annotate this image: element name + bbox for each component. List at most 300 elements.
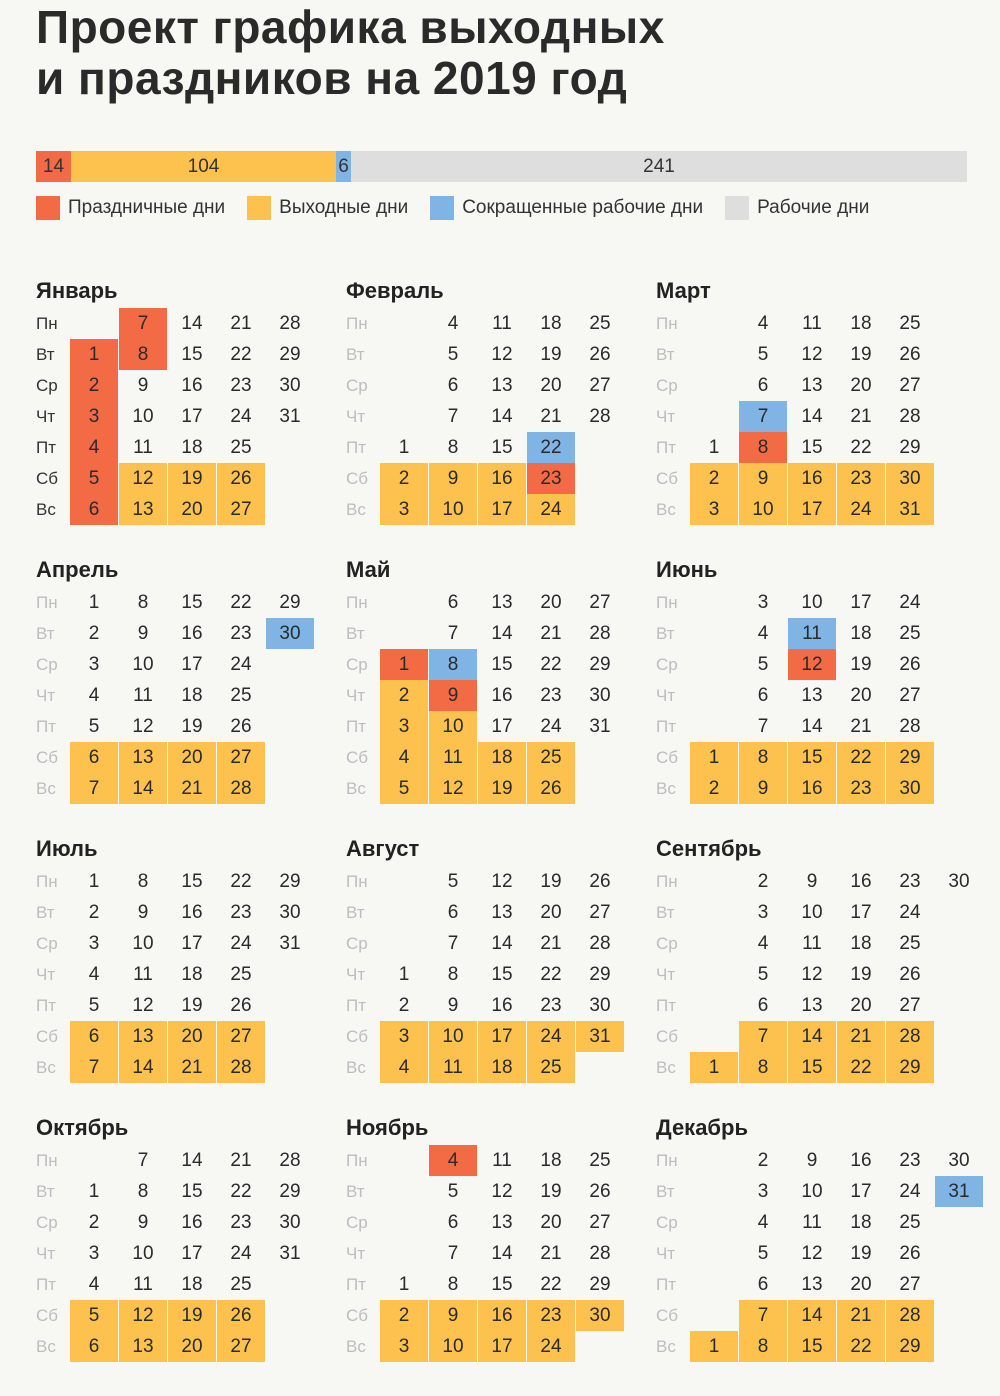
day-cell-work: 7 bbox=[757, 716, 769, 737]
weekday-label: Вс bbox=[36, 1337, 56, 1356]
day-cell-work: 11 bbox=[133, 437, 153, 458]
day-cell-work: 20 bbox=[540, 1212, 562, 1233]
day-cell-weekend: 27 bbox=[217, 1331, 265, 1362]
month-3 bbox=[656, 278, 966, 538]
day-cell-work: 18 bbox=[850, 313, 872, 334]
day-cell-work: 20 bbox=[540, 592, 562, 613]
day-cell-weekend: 9 bbox=[429, 1300, 477, 1331]
month-7 bbox=[36, 836, 346, 1096]
day-cell-weekend: 21 bbox=[837, 1021, 885, 1052]
day-cell-weekend: 17 bbox=[478, 494, 526, 525]
day-cell-work: 3 bbox=[88, 933, 100, 954]
month-name: Май bbox=[346, 557, 391, 582]
weekday-label: Вт bbox=[346, 903, 365, 922]
title-line-1: Проект графика выходных bbox=[36, 1, 665, 53]
day-cell-work: 27 bbox=[899, 995, 921, 1016]
summary-short-value: 6 bbox=[338, 155, 349, 177]
weekday-label: Пт bbox=[656, 996, 677, 1015]
day-cell-work: 22 bbox=[230, 592, 252, 613]
legend-holiday-swatch bbox=[36, 196, 60, 220]
day-cell-work: 18 bbox=[181, 685, 203, 706]
day-cell-short: 30 bbox=[266, 618, 314, 649]
day-cell-work: 25 bbox=[589, 313, 611, 334]
legend bbox=[36, 196, 891, 220]
weekday-label: Вс bbox=[346, 1058, 366, 1077]
day-cell-weekend: 24 bbox=[527, 494, 575, 525]
day-cell-work: 15 bbox=[491, 964, 513, 985]
day-cell-work: 21 bbox=[540, 406, 562, 427]
day-cell-work: 19 bbox=[850, 1243, 872, 1264]
day-cell-work: 27 bbox=[589, 375, 611, 396]
day-cell-work: 20 bbox=[850, 995, 872, 1016]
day-cell-work: 13 bbox=[491, 1212, 513, 1233]
day-cell-work: 4 bbox=[88, 685, 100, 706]
day-cell-work: 9 bbox=[447, 995, 459, 1016]
day-cell-work: 22 bbox=[230, 871, 252, 892]
day-cell-work: 29 bbox=[589, 964, 611, 985]
day-cell-weekend: 29 bbox=[886, 1052, 934, 1083]
legend-weekend-label: Выходные дни bbox=[279, 197, 409, 218]
day-cell-work: 31 bbox=[589, 716, 611, 737]
day-cell-work: 24 bbox=[230, 654, 252, 675]
day-cell-short: 11 bbox=[788, 618, 836, 649]
day-cell-work: 2 bbox=[88, 623, 100, 644]
day-cell-weekend: 30 bbox=[886, 773, 934, 804]
day-cell-work: 6 bbox=[447, 1212, 459, 1233]
day-cell-work: 3 bbox=[757, 1181, 769, 1202]
day-cell-work: 21 bbox=[230, 313, 252, 334]
weekday-label: Сб bbox=[656, 1306, 679, 1325]
day-cell-work: 7 bbox=[447, 623, 459, 644]
summary-weekends bbox=[71, 151, 336, 182]
day-cell-work: 17 bbox=[181, 933, 203, 954]
day-cell-work: 10 bbox=[132, 654, 154, 675]
day-cell-weekend: 23 bbox=[837, 463, 885, 494]
day-cell-weekend: 23 bbox=[837, 773, 885, 804]
day-cell-weekend: 9 bbox=[429, 463, 477, 494]
day-cell-work: 14 bbox=[181, 313, 203, 334]
day-cell-weekend: 26 bbox=[527, 773, 575, 804]
weekday-label: Чт bbox=[656, 407, 676, 426]
day-cell-work: 31 bbox=[279, 1243, 301, 1264]
day-cell-work: 21 bbox=[540, 1243, 562, 1264]
day-cell-work: 29 bbox=[279, 592, 301, 613]
month-name: Декабрь bbox=[656, 1115, 748, 1140]
day-cell-work: 24 bbox=[899, 592, 921, 613]
day-cell-work: 6 bbox=[757, 685, 769, 706]
month-2 bbox=[346, 278, 656, 538]
day-cell-work: 7 bbox=[447, 1243, 459, 1264]
day-cell-work: 18 bbox=[181, 437, 203, 458]
day-cell-work: 26 bbox=[230, 716, 252, 737]
day-cell-weekend: 30 bbox=[886, 463, 934, 494]
day-cell-work: 11 bbox=[802, 933, 822, 954]
day-cell-work: 16 bbox=[491, 995, 513, 1016]
day-cell-weekend: 5 bbox=[380, 773, 428, 804]
day-cell-holiday: 8 bbox=[119, 339, 167, 370]
day-cell-weekend: 28 bbox=[217, 773, 265, 804]
weekday-label: Сб bbox=[36, 748, 59, 767]
legend-weekend-swatch bbox=[247, 196, 271, 220]
day-cell-work: 18 bbox=[850, 933, 872, 954]
day-cell-work: 20 bbox=[850, 1274, 872, 1295]
weekday-label: Пн bbox=[656, 314, 678, 333]
day-cell-weekend: 12 bbox=[119, 1300, 167, 1331]
day-cell-weekend: 17 bbox=[478, 1021, 526, 1052]
month-10 bbox=[36, 1115, 346, 1375]
day-cell-work: 8 bbox=[447, 1274, 459, 1295]
day-cell-weekend: 7 bbox=[739, 1300, 787, 1331]
day-cell-holiday: 23 bbox=[527, 463, 575, 494]
day-cell-work: 4 bbox=[757, 933, 769, 954]
day-cell-work: 16 bbox=[850, 871, 872, 892]
day-cell-weekend: 23 bbox=[527, 1300, 575, 1331]
legend-holiday bbox=[36, 196, 225, 220]
day-cell-work: 10 bbox=[132, 933, 154, 954]
day-cell-work: 6 bbox=[447, 902, 459, 923]
day-cell-weekend: 3 bbox=[380, 711, 428, 742]
day-cell-work: 30 bbox=[279, 1212, 301, 1233]
day-cell-work: 15 bbox=[491, 1274, 513, 1295]
day-cell-work: 16 bbox=[491, 685, 513, 706]
day-cell-work: 28 bbox=[899, 716, 921, 737]
day-cell-work: 18 bbox=[181, 964, 203, 985]
day-cell-weekend: 8 bbox=[739, 1331, 787, 1362]
day-cell-holiday: 4 bbox=[429, 1145, 477, 1176]
day-cell-work: 15 bbox=[181, 592, 203, 613]
weekday-label: Чт bbox=[656, 686, 676, 705]
day-cell-work: 16 bbox=[181, 1212, 203, 1233]
day-cell-work: 7 bbox=[137, 1150, 149, 1171]
day-cell-work: 10 bbox=[801, 902, 823, 923]
weekday-label: Вс bbox=[656, 779, 676, 798]
day-cell-work: 16 bbox=[181, 623, 203, 644]
day-cell-work: 29 bbox=[279, 1181, 301, 1202]
day-cell-weekend: 12 bbox=[119, 463, 167, 494]
day-cell-work: 15 bbox=[181, 344, 203, 365]
day-cell-weekend: 15 bbox=[788, 742, 836, 773]
day-cell-weekend: 29 bbox=[886, 1331, 934, 1362]
weekday-label: Ср bbox=[346, 655, 368, 674]
day-cell-work: 5 bbox=[757, 654, 769, 675]
day-cell-weekend: 21 bbox=[168, 773, 216, 804]
day-cell-weekend: 20 bbox=[168, 1021, 216, 1052]
day-cell-work: 16 bbox=[181, 375, 203, 396]
day-cell-weekend: 10 bbox=[429, 1021, 477, 1052]
day-cell-work: 13 bbox=[801, 375, 823, 396]
day-cell-weekend: 5 bbox=[70, 1300, 118, 1331]
day-cell-work: 28 bbox=[899, 406, 921, 427]
day-cell-work: 21 bbox=[540, 933, 562, 954]
day-cell-holiday: 2 bbox=[70, 370, 118, 401]
day-cell-holiday: 6 bbox=[70, 494, 118, 525]
weekday-label: Вс bbox=[36, 500, 56, 519]
day-cell-weekend: 6 bbox=[70, 742, 118, 773]
day-cell-work: 26 bbox=[899, 654, 921, 675]
day-cell-work: 9 bbox=[806, 1150, 818, 1171]
day-cell-work: 25 bbox=[230, 685, 252, 706]
day-cell-weekend: 8 bbox=[739, 1052, 787, 1083]
day-cell-work: 17 bbox=[181, 1243, 203, 1264]
day-cell-weekend: 31 bbox=[886, 494, 934, 525]
day-cell-work: 10 bbox=[132, 406, 154, 427]
day-cell-work: 1 bbox=[398, 1274, 410, 1295]
weekday-label: Ср bbox=[36, 1213, 58, 1232]
day-cell-weekend: 16 bbox=[478, 1300, 526, 1331]
weekday-label: Ср bbox=[36, 655, 58, 674]
day-cell-work: 24 bbox=[230, 1243, 252, 1264]
day-cell-work: 27 bbox=[899, 685, 921, 706]
day-cell-work: 21 bbox=[540, 623, 562, 644]
day-cell-weekend: 11 bbox=[429, 1052, 477, 1083]
day-cell-weekend: 15 bbox=[788, 1331, 836, 1362]
day-cell-short: 31 bbox=[935, 1176, 983, 1207]
weekday-label: Вс bbox=[346, 779, 366, 798]
day-cell-work: 23 bbox=[899, 871, 921, 892]
day-cell-weekend: 10 bbox=[429, 1331, 477, 1362]
weekday-label: Пт bbox=[346, 996, 367, 1015]
legend-weekend bbox=[247, 196, 408, 220]
day-cell-work: 22 bbox=[230, 344, 252, 365]
day-cell-work: 9 bbox=[806, 871, 818, 892]
day-cell-holiday: 3 bbox=[70, 401, 118, 432]
day-cell-work: 15 bbox=[181, 871, 203, 892]
day-cell-work: 12 bbox=[801, 964, 823, 985]
day-cell-work: 20 bbox=[850, 685, 872, 706]
day-cell-work: 19 bbox=[540, 344, 562, 365]
day-cell-weekend: 27 bbox=[217, 1021, 265, 1052]
day-cell-holiday: 1 bbox=[70, 339, 118, 370]
day-cell-work: 8 bbox=[137, 1181, 149, 1202]
day-cell-work: 26 bbox=[589, 871, 611, 892]
day-cell-work: 4 bbox=[88, 1274, 100, 1295]
day-cell-work: 8 bbox=[137, 871, 149, 892]
legend-work-label: Рабочие дни bbox=[757, 197, 870, 218]
weekday-label: Пт bbox=[36, 996, 57, 1015]
day-cell-weekend: 14 bbox=[119, 773, 167, 804]
day-cell-work: 14 bbox=[801, 716, 823, 737]
weekday-label: Ср bbox=[346, 1213, 368, 1232]
weekday-label: Пн bbox=[346, 593, 368, 612]
day-cell-work: 18 bbox=[850, 1212, 872, 1233]
weekday-label: Вт bbox=[346, 1182, 365, 1201]
day-cell-work: 13 bbox=[491, 375, 513, 396]
day-cell-weekend: 7 bbox=[70, 1052, 118, 1083]
day-cell-work: 23 bbox=[230, 623, 252, 644]
weekday-label: Чт bbox=[656, 965, 676, 984]
day-cell-work: 2 bbox=[88, 1212, 100, 1233]
day-cell-weekend: 1 bbox=[690, 1331, 738, 1362]
day-cell-weekend: 26 bbox=[217, 1300, 265, 1331]
day-cell-weekend: 3 bbox=[380, 1021, 428, 1052]
day-cell-weekend: 28 bbox=[886, 1021, 934, 1052]
weekday-label: Вт bbox=[36, 903, 55, 922]
day-cell-work: 25 bbox=[899, 623, 921, 644]
day-cell-work: 29 bbox=[589, 654, 611, 675]
weekday-label: Пн bbox=[656, 872, 678, 891]
weekday-label: Ср bbox=[346, 376, 368, 395]
day-cell-weekend: 15 bbox=[788, 1052, 836, 1083]
day-cell-work: 27 bbox=[589, 902, 611, 923]
day-cell-weekend: 30 bbox=[576, 1300, 624, 1331]
day-cell-weekend: 25 bbox=[527, 742, 575, 773]
day-cell-work: 17 bbox=[850, 592, 872, 613]
summary-holidays-value: 14 bbox=[42, 155, 65, 177]
day-cell-work: 1 bbox=[88, 592, 100, 613]
day-cell-weekend: 24 bbox=[527, 1331, 575, 1362]
weekday-label: Чт bbox=[36, 1244, 56, 1263]
day-cell-work: 30 bbox=[589, 995, 611, 1016]
day-cell-holiday: 1 bbox=[380, 649, 428, 680]
day-cell-weekend: 11 bbox=[429, 742, 477, 773]
day-cell-work: 26 bbox=[899, 964, 921, 985]
day-cell-work: 14 bbox=[491, 1243, 513, 1264]
day-cell-weekend: 2 bbox=[380, 680, 428, 711]
day-cell-work: 8 bbox=[447, 437, 459, 458]
weekday-label: Пт bbox=[656, 1275, 677, 1294]
weekday-label: Вт bbox=[656, 624, 675, 643]
day-cell-work: 28 bbox=[589, 933, 611, 954]
day-cell-weekend: 3 bbox=[380, 494, 428, 525]
day-cell-work: 15 bbox=[491, 437, 513, 458]
day-cell-weekend: 14 bbox=[119, 1052, 167, 1083]
month-12 bbox=[656, 1115, 970, 1375]
day-cell-weekend: 7 bbox=[739, 1021, 787, 1052]
day-cell-work: 27 bbox=[589, 592, 611, 613]
month-9 bbox=[656, 836, 970, 1096]
day-cell-short: 22 bbox=[527, 432, 575, 463]
day-cell-work: 25 bbox=[230, 964, 252, 985]
day-cell-work: 19 bbox=[850, 654, 872, 675]
day-cell-work: 6 bbox=[757, 375, 769, 396]
month-1 bbox=[36, 278, 346, 538]
legend-short-label: Сокращенные рабочие дни bbox=[462, 197, 704, 218]
weekday-label: Вс bbox=[346, 500, 366, 519]
day-cell-weekend: 9 bbox=[739, 773, 787, 804]
legend-short-swatch bbox=[430, 196, 454, 220]
summary-bar bbox=[36, 151, 967, 182]
day-cell-weekend: 31 bbox=[576, 1021, 624, 1052]
day-cell-work: 17 bbox=[181, 654, 203, 675]
day-cell-weekend: 3 bbox=[690, 494, 738, 525]
day-cell-weekend: 20 bbox=[168, 742, 216, 773]
day-cell-work: 30 bbox=[279, 902, 301, 923]
day-cell-work: 11 bbox=[133, 685, 153, 706]
month-name: Сентябрь bbox=[656, 836, 762, 861]
summary-work-value: 241 bbox=[643, 155, 675, 177]
weekday-label: Вт bbox=[656, 903, 675, 922]
day-cell-weekend: 19 bbox=[168, 463, 216, 494]
day-cell-weekend: 22 bbox=[837, 742, 885, 773]
day-cell-work: 12 bbox=[801, 344, 823, 365]
day-cell-holiday: 5 bbox=[70, 463, 118, 494]
day-cell-work: 13 bbox=[801, 685, 823, 706]
day-cell-weekend: 22 bbox=[837, 1331, 885, 1362]
weekday-label: Сб bbox=[346, 748, 369, 767]
day-cell-work: 14 bbox=[181, 1150, 203, 1171]
day-cell-work: 12 bbox=[491, 871, 513, 892]
day-cell-short: 8 bbox=[429, 649, 477, 680]
month-6 bbox=[656, 557, 966, 817]
day-cell-work: 14 bbox=[801, 406, 823, 427]
day-cell-work: 2 bbox=[757, 871, 769, 892]
day-cell-work: 22 bbox=[540, 964, 562, 985]
title-line-2: и праздников на 2019 год bbox=[36, 51, 628, 104]
day-cell-weekend: 16 bbox=[478, 463, 526, 494]
day-cell-work: 1 bbox=[398, 964, 410, 985]
weekday-label: Сб bbox=[36, 1027, 59, 1046]
day-cell-work: 29 bbox=[279, 344, 301, 365]
day-cell-work: 24 bbox=[540, 716, 562, 737]
day-cell-work: 30 bbox=[589, 685, 611, 706]
day-cell-work: 7 bbox=[447, 933, 459, 954]
weekday-label: Пн bbox=[36, 872, 58, 891]
weekday-label: Сб bbox=[346, 1027, 369, 1046]
weekday-label: Ср bbox=[36, 934, 58, 953]
day-cell-work: 26 bbox=[589, 344, 611, 365]
day-cell-work: 11 bbox=[802, 313, 822, 334]
day-cell-work: 14 bbox=[491, 623, 513, 644]
day-cell-weekend: 22 bbox=[837, 1052, 885, 1083]
day-cell-work: 31 bbox=[279, 406, 301, 427]
month-5 bbox=[346, 557, 656, 817]
day-cell-work: 17 bbox=[850, 1181, 872, 1202]
day-cell-work: 22 bbox=[230, 1181, 252, 1202]
day-cell-work: 23 bbox=[540, 685, 562, 706]
weekday-label: Пт bbox=[346, 438, 367, 457]
day-cell-weekend: 14 bbox=[788, 1021, 836, 1052]
day-cell-work: 25 bbox=[899, 933, 921, 954]
day-cell-work: 1 bbox=[708, 437, 720, 458]
day-cell-weekend: 28 bbox=[886, 1300, 934, 1331]
day-cell-weekend: 6 bbox=[70, 1331, 118, 1362]
weekday-label: Чт bbox=[346, 686, 366, 705]
day-cell-weekend: 27 bbox=[217, 742, 265, 773]
weekday-label: Вс bbox=[346, 1337, 366, 1356]
day-cell-work: 9 bbox=[137, 375, 149, 396]
day-cell-work: 26 bbox=[899, 344, 921, 365]
weekday-label: Пт bbox=[346, 717, 367, 736]
weekday-label: Пн bbox=[346, 1151, 368, 1170]
day-cell-work: 25 bbox=[899, 1212, 921, 1233]
day-cell-work: 10 bbox=[801, 1181, 823, 1202]
weekday-label: Чт bbox=[36, 686, 56, 705]
day-cell-work: 24 bbox=[899, 902, 921, 923]
day-cell-work: 17 bbox=[850, 902, 872, 923]
day-cell-work: 5 bbox=[88, 716, 100, 737]
weekday-label: Пн bbox=[656, 593, 678, 612]
day-cell-short: 7 bbox=[739, 401, 787, 432]
day-cell-weekend: 4 bbox=[380, 1052, 428, 1083]
day-cell-work: 10 bbox=[801, 592, 823, 613]
weekday-label: Вс bbox=[36, 1058, 56, 1077]
day-cell-work: 18 bbox=[540, 313, 562, 334]
day-cell-weekend: 13 bbox=[119, 742, 167, 773]
day-cell-weekend: 8 bbox=[739, 742, 787, 773]
day-cell-weekend: 2 bbox=[380, 1300, 428, 1331]
day-cell-work: 19 bbox=[540, 871, 562, 892]
day-cell-work: 20 bbox=[850, 375, 872, 396]
day-cell-work: 19 bbox=[850, 344, 872, 365]
day-cell-work: 23 bbox=[230, 902, 252, 923]
day-cell-work: 13 bbox=[801, 995, 823, 1016]
weekday-label: Вс bbox=[656, 1058, 676, 1077]
weekday-label: Ср bbox=[36, 376, 58, 395]
day-cell-work: 13 bbox=[491, 902, 513, 923]
day-cell-weekend: 2 bbox=[690, 773, 738, 804]
month-8 bbox=[346, 836, 656, 1096]
day-cell-work: 10 bbox=[132, 1243, 154, 1264]
